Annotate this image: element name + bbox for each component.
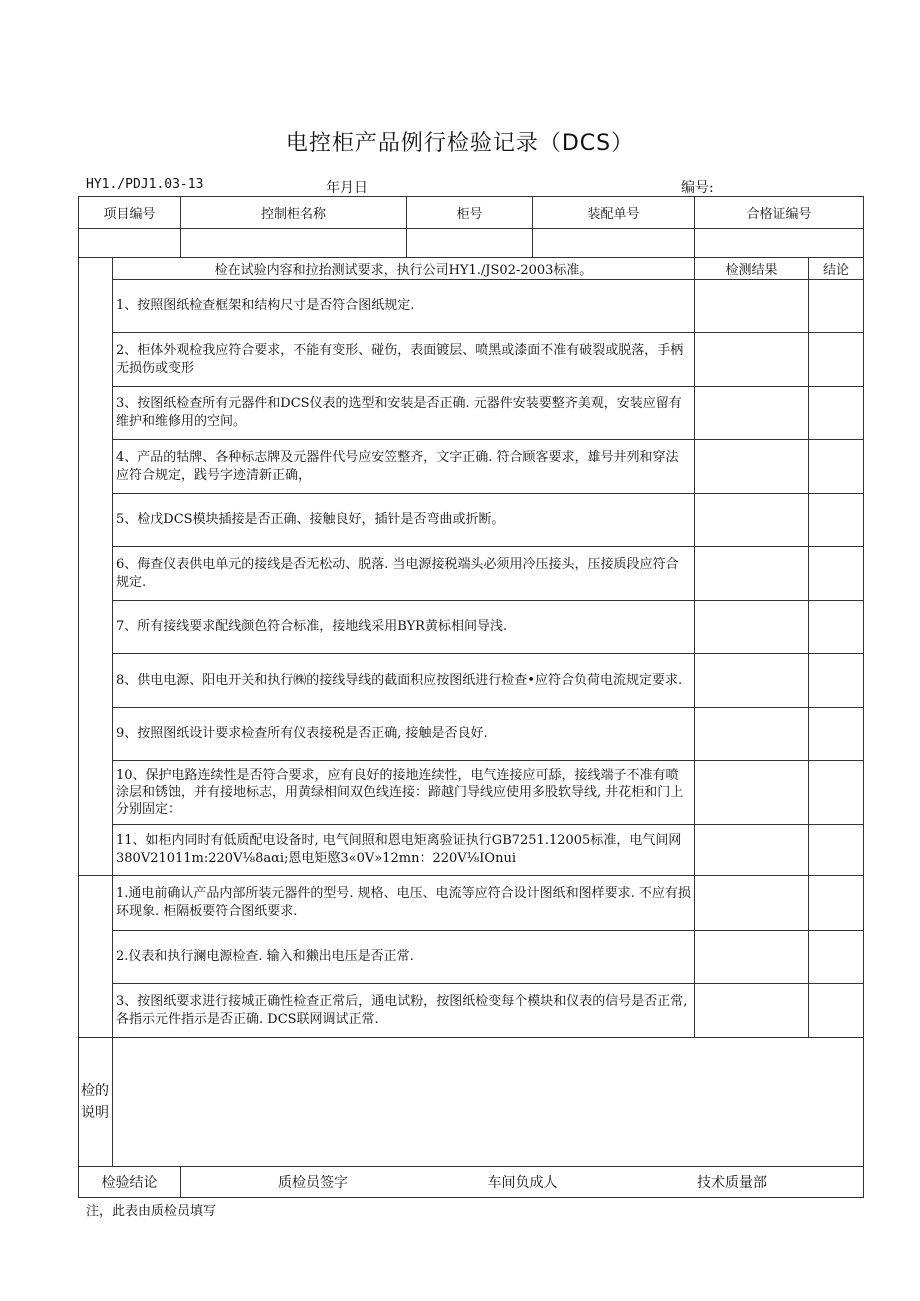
result-cell[interactable] xyxy=(695,876,809,931)
check-row xyxy=(79,333,864,387)
check-item-1: 1、按照图纸检查框架和结构尺寸是否符合图纸规定. xyxy=(113,280,695,333)
power-check-row xyxy=(79,876,864,931)
cabinet-name-cell[interactable] xyxy=(181,229,407,258)
result-cell[interactable] xyxy=(695,654,809,708)
check-row xyxy=(79,708,864,761)
conclusion-cell[interactable] xyxy=(809,494,864,547)
page-title: 电控柜产品例行检验记录（DCS） xyxy=(285,131,635,156)
header-assembly-no: 装配单号 xyxy=(533,197,695,229)
conclusion-cell[interactable] xyxy=(809,547,864,601)
conclusion-cell[interactable] xyxy=(809,654,864,708)
result-cell[interactable] xyxy=(695,547,809,601)
section1-heading: 检在试验内容和拉抬测试要求，执行公司HY1./JS02-2003标准。 xyxy=(113,258,695,280)
conclusion-cell[interactable] xyxy=(809,931,864,984)
inspection-conclusion-label: 检验结论 xyxy=(79,1167,181,1198)
result-cell[interactable] xyxy=(695,387,809,440)
notes-area[interactable] xyxy=(113,1038,864,1167)
conclusion-cell[interactable] xyxy=(809,984,864,1038)
signature-row xyxy=(79,1167,864,1198)
power-check-row xyxy=(79,984,864,1038)
result-cell[interactable] xyxy=(695,280,809,333)
conclusion-cell[interactable] xyxy=(809,387,864,440)
power-check-item-1: 1.通电前确认产品内部所装元器件的型号. 规格、电压、电流等应符合设计图纸和图样要求. 不应有损环现象. 柜隔板要符合图纸要求. xyxy=(113,876,695,931)
result-cell[interactable] xyxy=(695,761,809,825)
certificate-no-cell[interactable] xyxy=(695,229,864,258)
conclusion-cell[interactable] xyxy=(809,280,864,333)
check-item-2: 2、柜体外观检我应符合要求，不能有变形、碰伤，表面镀层、喷黑或漆面不准有破裂或脱落，手柄无损伤或变形 xyxy=(113,333,695,387)
workshop-head-label: 车间负成人 xyxy=(487,1175,558,1191)
check-item-4: 4、产品的牯牌、各种标志牌及元器件代号应安笠整齐，文字正确. 符合顾客要求，雄号井列和穿法应符合规定，践号字迹清新正确， xyxy=(113,440,695,494)
section1-side-cell xyxy=(79,258,113,876)
result-header: 检测结果 xyxy=(695,258,809,280)
check-row xyxy=(79,654,864,708)
result-cell[interactable] xyxy=(695,333,809,387)
result-cell[interactable] xyxy=(695,601,809,654)
notes-row xyxy=(79,1038,864,1167)
qa-department-label: 技术质量部 xyxy=(697,1175,768,1191)
section1-heading-row xyxy=(79,258,864,280)
check-item-5: 5、检戊DCS模块插接是否正确、接触良好，插针是否弯曲或折断。 xyxy=(113,494,695,547)
check-row xyxy=(79,494,864,547)
check-item-11: 11、如柜内同时有低质配电设备时, 电气间照和恩电矩离验证执行GB7251.12005标准，电气间网380V21011m:220V⅛8aαi;恩电矩愍3«0V»12mn：220V⅛IOnui xyxy=(113,825,695,876)
conclusion-cell[interactable] xyxy=(809,601,864,654)
project-no-cell[interactable] xyxy=(79,229,181,258)
header-cabinet-name: 控制柜名称 xyxy=(181,197,407,229)
section2-side-cell xyxy=(79,876,113,1038)
number-label: 编号: xyxy=(681,180,714,196)
result-cell[interactable] xyxy=(695,984,809,1038)
check-row xyxy=(79,280,864,333)
conclusion-cell[interactable] xyxy=(809,440,864,494)
header-project-no: 项目编号 xyxy=(79,197,181,229)
conclusion-cell[interactable] xyxy=(809,876,864,931)
result-cell[interactable] xyxy=(695,825,809,876)
power-check-row xyxy=(79,931,864,984)
check-item-8: 8、供电电源、阳电开关和执行㈱的接线导线的截面积应按图纸进行检查•应符合负荷电流规定要求. xyxy=(113,654,695,708)
check-row xyxy=(79,547,864,601)
conclusion-cell[interactable] xyxy=(809,761,864,825)
header-certificate-no: 合格证编号 xyxy=(695,197,864,229)
signature-cell xyxy=(181,1167,864,1198)
check-item-10: 10、保护电路连续性是否符合要求，应有良好的接地连续性，电气连接应可舔，接线端子不准有喷涂层和锈蚀，并有接地标志，用黄绿相间双色线连接：蹄越门导线应使用多股软导线, 井花柜和门上分别固定： xyxy=(113,761,695,825)
footnote: 注，此表由质检员填写 xyxy=(86,1204,217,1219)
check-item-6: 6、侮查仪表供电单元的接线是否无松动、脱落. 当电源接税端头必须用冷压接头，压接质段应符合规定. xyxy=(113,547,695,601)
header-input-row xyxy=(79,229,864,258)
conclusion-cell[interactable] xyxy=(809,825,864,876)
check-row xyxy=(79,440,864,494)
header-row xyxy=(79,197,864,229)
check-row xyxy=(79,825,864,876)
conclusion-cell[interactable] xyxy=(809,333,864,387)
check-item-7: 7、所有接线要求配线颜色符合标准，接地线采用BYR黄标相间导浅. xyxy=(113,601,695,654)
check-item-9: 9、按照图纸设计要求检查所有仪表接税是否正确, 接触是否良好. xyxy=(113,708,695,761)
notes-label: 检的 说明 xyxy=(79,1038,113,1167)
power-check-item-3: 3、按图纸要求进行接城正确性检查正常后，通电试粉，按图纸检变每个模块和仪表的信号是否正常, 各指示元件指示是否正确. DCS联网调试正常. xyxy=(113,984,695,1038)
conclusion-cell[interactable] xyxy=(809,708,864,761)
result-cell[interactable] xyxy=(695,440,809,494)
inspection-table xyxy=(78,196,864,1198)
date-label: 年月日 xyxy=(326,180,368,196)
check-row xyxy=(79,387,864,440)
result-cell[interactable] xyxy=(695,494,809,547)
assembly-no-cell[interactable] xyxy=(533,229,695,258)
result-cell[interactable] xyxy=(695,931,809,984)
header-cabinet-no: 柜号 xyxy=(407,197,533,229)
inspector-signature-label: 质检员签字 xyxy=(278,1175,349,1191)
check-row xyxy=(79,601,864,654)
power-check-item-2: 2.仪表和执行澜电源检查. 输入和獭出电压是否正常. xyxy=(113,931,695,984)
result-cell[interactable] xyxy=(695,708,809,761)
document-code: HY1./PDJ1.03-13 xyxy=(86,177,204,192)
conclusion-header: 结论 xyxy=(809,258,864,280)
check-row xyxy=(79,761,864,825)
check-item-3: 3、按图纸检查所有元器件和DCS仪表的选型和安装是否正确. 元器件安装要整齐美观，安装应留有维护和维修用的空间。 xyxy=(113,387,695,440)
cabinet-no-cell[interactable] xyxy=(407,229,533,258)
